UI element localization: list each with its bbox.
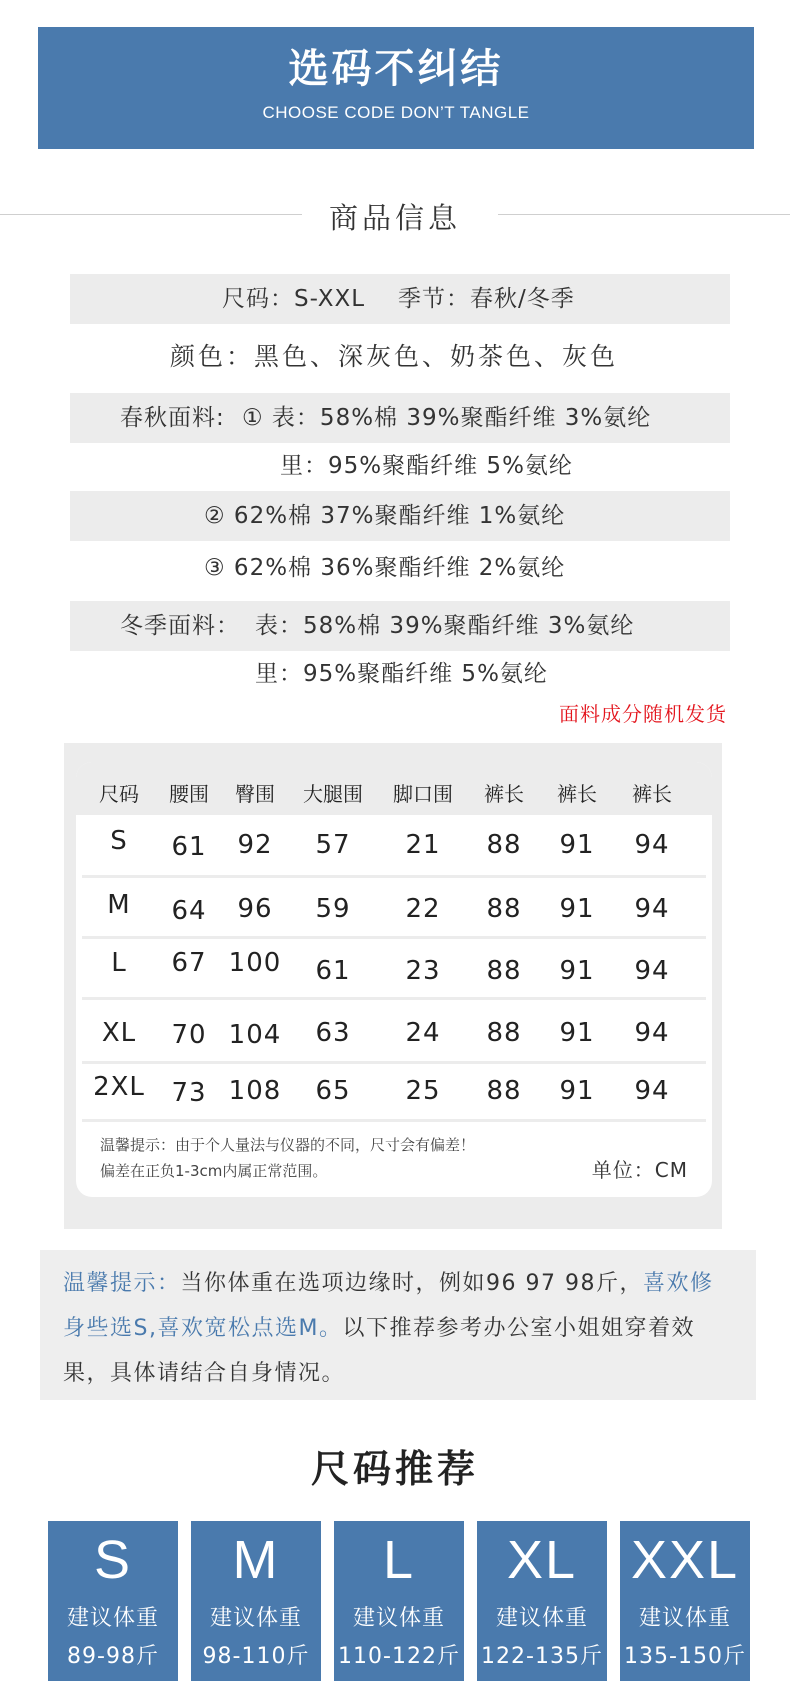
size-card-xl	[477, 1521, 607, 1681]
row-divider	[82, 1119, 706, 1122]
info-row-winter-fabric	[70, 601, 730, 651]
cell-hem: 25	[405, 1076, 441, 1106]
info-row-spring-fabric-1	[70, 393, 730, 443]
card-weight-range: 98-110斤	[202, 1644, 310, 1669]
weight-tip-line1	[63, 1266, 714, 1297]
season-text: 季节：春秋/冬季	[398, 286, 575, 312]
card-label: 建议体重	[66, 1606, 159, 1631]
cell-size: S	[110, 826, 128, 856]
cell-hem: 21	[405, 830, 441, 860]
header-thigh: 大腿围	[303, 782, 363, 806]
info-row-colors	[70, 332, 730, 382]
header-length-3: 裤长	[632, 782, 672, 806]
cell-length-3: 94	[634, 1018, 670, 1048]
cell-hem: 22	[405, 894, 441, 924]
info-row-size-season	[70, 274, 730, 324]
card-weight-range: 89-98斤	[67, 1644, 159, 1669]
card-weight-range: 122-135斤	[481, 1644, 603, 1669]
cell-hip: 108	[228, 1076, 282, 1106]
header-length-2: 裤长	[557, 782, 597, 806]
banner-subtitle: CHOOSE CODE DON’T TANGLE	[262, 103, 530, 122]
card-label: 建议体重	[495, 1606, 588, 1631]
weight-tip-box	[40, 1250, 756, 1400]
spring-fabric-1-outer: ① 表：58%棉 39%聚酯纤维 3%氨纶	[242, 405, 652, 431]
size-card-m	[191, 1521, 321, 1681]
card-weight-range: 135-150斤	[624, 1644, 746, 1669]
cell-hip: 92	[237, 830, 273, 860]
cell-waist: 61	[171, 832, 207, 862]
cell-length-1: 88	[486, 894, 522, 924]
card-weight-range: 110-122斤	[338, 1644, 460, 1669]
spring-fabric-label: 春秋面料:	[120, 405, 225, 431]
size-table-panel	[64, 743, 722, 1229]
cell-size: XL	[101, 1018, 137, 1048]
measure-note-line1: 温馨提示：由于个人量法与仪器的不同，尺寸会有偏差！	[100, 1136, 476, 1154]
cell-hem: 23	[405, 956, 441, 986]
card-label: 建议体重	[209, 1606, 302, 1631]
cell-waist: 64	[171, 896, 207, 926]
card-size-letter: S	[93, 1530, 133, 1590]
tip-label: 温馨提示：	[63, 1271, 181, 1296]
spring-fabric-2: ② 62%棉 37%聚酯纤维 1%氨纶	[204, 503, 566, 529]
cell-thigh: 61	[315, 956, 351, 986]
cell-length-3: 94	[634, 956, 670, 986]
cell-hip: 104	[228, 1020, 282, 1050]
spring-fabric-3: ③ 62%棉 36%聚酯纤维 2%氨纶	[204, 555, 566, 581]
card-size-letter: M	[232, 1530, 280, 1590]
weight-tip-line2	[63, 1311, 695, 1342]
banner-title: 选码不纠结	[288, 46, 504, 92]
cell-length-2: 91	[559, 1018, 595, 1048]
colors-text: 颜色：黑色、深灰色、奶茶色、灰色	[170, 342, 619, 371]
cell-thigh: 63	[315, 1018, 351, 1048]
tip-text-1: 当你体重在选项边缘时，例如96 97 98斤，	[180, 1271, 643, 1296]
cell-length-1: 88	[486, 830, 522, 860]
card-size-letter: L	[382, 1530, 416, 1590]
cell-hem: 24	[405, 1018, 441, 1048]
row-divider	[82, 1061, 706, 1064]
header-size: 尺码	[99, 782, 139, 806]
weight-tip-line3	[63, 1356, 345, 1387]
winter-fabric-outer: 表：58%棉 39%聚酯纤维 3%氨纶	[255, 613, 635, 639]
cell-hip: 100	[228, 948, 282, 978]
tip-highlight-1: 喜欢修	[643, 1271, 714, 1296]
cell-length-2: 91	[559, 956, 595, 986]
cell-length-1: 88	[486, 956, 522, 986]
card-label: 建议体重	[638, 1606, 731, 1631]
cell-size: L	[111, 948, 127, 978]
cell-waist: 67	[171, 948, 207, 978]
row-divider	[82, 997, 706, 1000]
recommend-title: 尺码推荐	[310, 1447, 479, 1491]
tip-text-3: 果，具体请结合自身情况。	[63, 1361, 346, 1386]
cell-thigh: 65	[315, 1076, 351, 1106]
cell-size: M	[107, 890, 131, 920]
header-hem: 脚口围	[393, 782, 453, 806]
cell-length-3: 94	[634, 830, 670, 860]
cell-hip: 96	[237, 894, 273, 924]
cell-length-3: 94	[634, 1076, 670, 1106]
row-divider	[82, 875, 706, 878]
measure-note-line2: 偏差在正负1-3cm内属正常范围。	[100, 1162, 328, 1180]
cell-length-1: 88	[486, 1018, 522, 1048]
card-size-letter: XXL	[630, 1530, 740, 1590]
header-banner	[38, 27, 754, 149]
header-waist: 腰围	[169, 782, 209, 806]
size-card-s	[48, 1521, 178, 1681]
cell-length-2: 91	[559, 894, 595, 924]
cell-waist: 70	[171, 1020, 207, 1050]
random-fabric-note: 面料成分随机发货	[559, 702, 727, 726]
winter-fabric-label: 冬季面料：	[120, 613, 240, 639]
info-row-spring-fabric-2	[70, 491, 730, 541]
cell-length-3: 94	[634, 894, 670, 924]
cell-length-2: 91	[559, 1076, 595, 1106]
size-card-l	[334, 1521, 464, 1681]
info-row-spring-fabric-1-inner	[70, 441, 730, 491]
header-hip: 臀围	[235, 782, 275, 806]
cell-waist: 73	[171, 1078, 207, 1108]
size-table-header	[76, 762, 712, 815]
size-card-xxl	[620, 1521, 750, 1681]
cell-thigh: 59	[315, 894, 351, 924]
cell-length-1: 88	[486, 1076, 522, 1106]
section-title: 商品信息	[328, 201, 461, 235]
tip-text-2: 以下推荐参考办公室小姐姐穿着效	[342, 1316, 695, 1341]
info-row-winter-fabric-inner	[70, 649, 730, 699]
winter-fabric-inner: 里：95%聚酯纤维 5%氨纶	[255, 661, 548, 687]
header-length-1: 裤长	[484, 782, 524, 806]
size-table	[76, 762, 712, 1197]
card-label: 建议体重	[352, 1606, 445, 1631]
cell-length-2: 91	[559, 830, 595, 860]
info-row-spring-fabric-3	[70, 543, 730, 593]
cell-size: 2XL	[93, 1072, 145, 1102]
card-size-letter: XL	[506, 1530, 578, 1590]
cell-thigh: 57	[315, 830, 351, 860]
size-range-text: 尺码：S-XXL	[222, 286, 366, 312]
spring-fabric-1-inner: 里：95%聚酯纤维 5%氨纶	[280, 453, 573, 479]
row-divider	[82, 936, 706, 939]
unit-label: 单位：CM	[591, 1158, 688, 1182]
tip-highlight-2: 身些选S,喜欢宽松点选M。	[63, 1316, 343, 1341]
